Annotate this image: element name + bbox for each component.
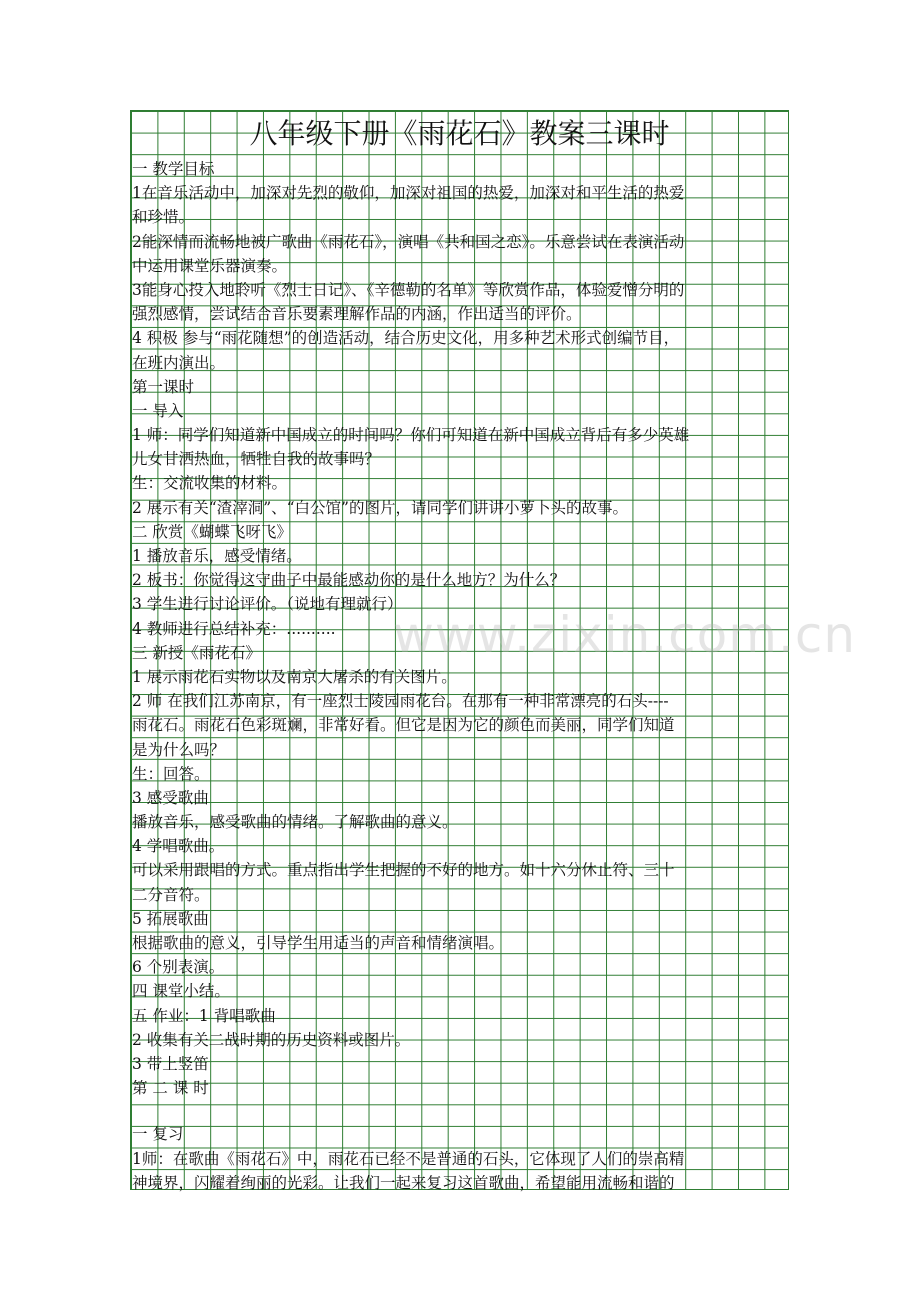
text-line bbox=[132, 1100, 787, 1122]
text-line: 中运用课堂乐器演奏。 bbox=[132, 256, 288, 275]
text-line: 3能身心投入地聆听《烈士日记》、《辛德勒的名单》等欣赏作品，体验爱憎分明的 bbox=[132, 280, 685, 299]
text-line: 1 展示雨花石实物以及南京大屠杀的有关图片。 bbox=[132, 667, 457, 686]
text-line: 第一课时 bbox=[132, 377, 195, 396]
text-line: 雨花石。雨花石色彩斑斓，非常好看。但它是因为它的颜色而美丽，同学们知道 bbox=[132, 716, 675, 735]
text-line: 生：交流收集的材料。 bbox=[132, 474, 288, 493]
text-line: 5 拓展歌曲 bbox=[132, 909, 209, 928]
text-line: 1师：在歌曲《雨花石》中，雨花石已经不是普通的石头，它体现了人们的崇高精 bbox=[132, 1149, 685, 1168]
text-line: 三 新授《雨花石》 bbox=[132, 643, 261, 662]
text-line: 根据歌曲的意义，引导学生用适当的声音和情绪演唱。 bbox=[132, 934, 505, 952]
text-line: 3 感受歌曲 bbox=[132, 788, 209, 807]
text-line: 是为什么吗？ bbox=[132, 740, 226, 759]
text-line: 2 师 在我们江苏南京，有一座烈士陵园雨花台。在那有一种非常漂亮的石头---- bbox=[132, 692, 669, 711]
text-line: 生：回答。 bbox=[132, 764, 210, 783]
text-line: 二分音符。 bbox=[132, 885, 210, 904]
text-line: 五 作业：1 背唱歌曲 bbox=[132, 1006, 276, 1025]
text-line: 1在音乐活动中，加深对先烈的敬仰，加深对祖国的热爱，加深对和平生活的热爱 bbox=[132, 184, 685, 203]
text-line: 4 积极 参与“雨花随想”的创造活动，结合历史文化，用多种艺术形式创编节目， bbox=[132, 329, 680, 348]
document-title: 八年级下册《雨花石》教案三课时 bbox=[249, 117, 670, 150]
text-line: 2 收集有关二战时期的历史资料或图片。 bbox=[132, 1030, 411, 1049]
text-line: 在班内演出。 bbox=[132, 353, 226, 372]
text-line: 6 个别表演。 bbox=[132, 958, 225, 977]
text-line: 1 播放音乐，感受情绪。 bbox=[132, 547, 302, 565]
watermark: www.zixin.com.cn bbox=[393, 606, 857, 664]
text-line: 4 学唱歌曲。 bbox=[132, 837, 225, 856]
text-line: 2能深情而流畅地被广歌曲《雨花石》，演唱《共和国之恋》。乐意尝试在表演活动 bbox=[132, 232, 685, 251]
document-body bbox=[132, 157, 787, 1195]
text-line: 1 师：同学们知道新中国成立的时间吗？你们可知道在新中国成立背后有多少英雄 bbox=[132, 426, 690, 445]
text-line: 和珍惜。 bbox=[132, 208, 195, 227]
text-line: 四 课堂小结。 bbox=[132, 982, 230, 1001]
text-line: 2 板书：你觉得这守曲子中最能感动你的是什么地方？为什么？ bbox=[132, 571, 566, 590]
text-line: 一 复习 bbox=[132, 1125, 184, 1144]
text-line: 3 学生进行讨论评价。（说地有理就行） bbox=[132, 595, 403, 614]
text-line: 播放音乐，感受歌曲的情绪。了解歌曲的意义。 bbox=[132, 813, 458, 832]
text-line: 强烈感情，尝试结合音乐要素理解作品的内涵，作出适当的评价。 bbox=[132, 305, 582, 324]
text-line: 4 教师进行总结补充：.......... bbox=[132, 619, 336, 638]
text-line: 一 导入 bbox=[132, 401, 184, 420]
text-line: 可以采用跟唱的方式。重点指出学生把握的不好的地方。如十六分休止符、三十 bbox=[132, 861, 675, 880]
text-line: 3 带上竖笛 bbox=[132, 1054, 209, 1073]
text-line: 2 展示有关“渣滓洞”、“白公馆”的图片，请同学们讲讲小萝卜头的故事。 bbox=[132, 498, 628, 517]
text-line: 神境界，闪耀着绚丽的光彩。让我们一起来复习这首歌曲，希望能用流畅和谐的 bbox=[132, 1173, 675, 1192]
text-line: 一 教学目标 bbox=[132, 160, 215, 178]
text-line: 第 二 课 时 bbox=[132, 1079, 209, 1098]
text-line: 二 欣赏《蝴蝶飞呀飞》 bbox=[132, 522, 292, 541]
text-line: 儿女甘洒热血，牺牲自我的故事吗？ bbox=[132, 450, 381, 469]
